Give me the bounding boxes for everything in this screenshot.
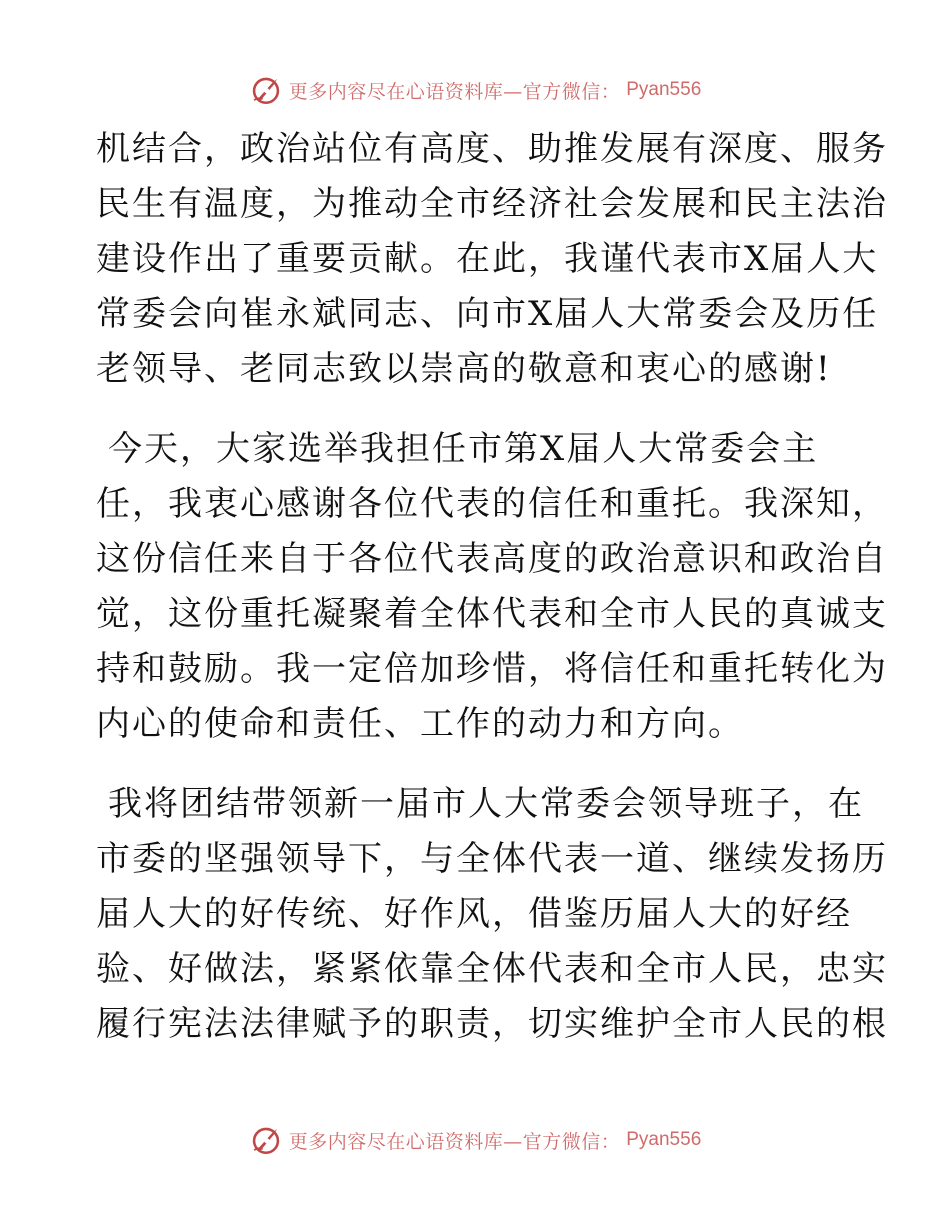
header-watermark: [0, 70, 950, 110]
header-slogan: 更多内容尽在心语资料库—官方微信：: [288, 80, 621, 103]
text-line: 持和鼓励。我一定倍加珍惜，将信任和重托转化为: [96, 649, 888, 689]
paragraph-3: [96, 777, 888, 1052]
paragraph-1: [96, 122, 888, 397]
text-line: 履行宪法法律赋予的职责，切实维护全市人民的根: [96, 1004, 888, 1044]
text-line: 市委的坚强领导下，与全体代表一道、继续发扬历: [96, 839, 888, 879]
footer-watermark: [0, 1120, 950, 1160]
text-line: 验、好做法，紧紧依靠全体代表和全市人民，忠实: [96, 949, 888, 989]
text-line: 今天，大家选举我担任市第X届人大常委会主: [108, 429, 819, 469]
text-line: 任，我衷心感谢各位代表的信任和重托。我深知，: [96, 484, 888, 524]
text-line: 我将团结带领新一届市人大常委会领导班子，在: [108, 784, 864, 824]
footer-slogan: 更多内容尽在心语资料库—官方微信：: [288, 1130, 621, 1153]
pen-logo-icon: [249, 73, 283, 107]
pen-logo-icon: [249, 1123, 283, 1157]
text-line: 机结合，政治站位有高度、助推发展有深度、服务: [96, 129, 888, 169]
text-line: 觉，这份重托凝聚着全体代表和全市人民的真诚支: [96, 594, 888, 634]
text-line: 常委会向崔永斌同志、向市X届人大常委会及历任: [96, 294, 879, 334]
document-body: [96, 122, 888, 1052]
text-line: 建设作出了重要贡献。在此，我谨代表市X届人大: [96, 239, 879, 279]
text-line: 内心的使命和责任、工作的动力和方向。: [96, 704, 744, 744]
text-line: 老领导、老同志致以崇高的敬意和衷心的感谢!: [96, 349, 832, 389]
text-line: 这份信任来自于各位代表高度的政治意识和政治自: [96, 539, 888, 579]
footer-wechat-handle: Pyan556: [626, 1129, 702, 1150]
header-wechat-handle: Pyan556: [626, 79, 702, 100]
paragraph-2: [96, 422, 888, 752]
text-line: 届人大的好传统、好作风，借鉴历届人大的好经: [96, 894, 852, 934]
text-line: 民生有温度，为推动全市经济社会发展和民主法治: [96, 184, 888, 224]
